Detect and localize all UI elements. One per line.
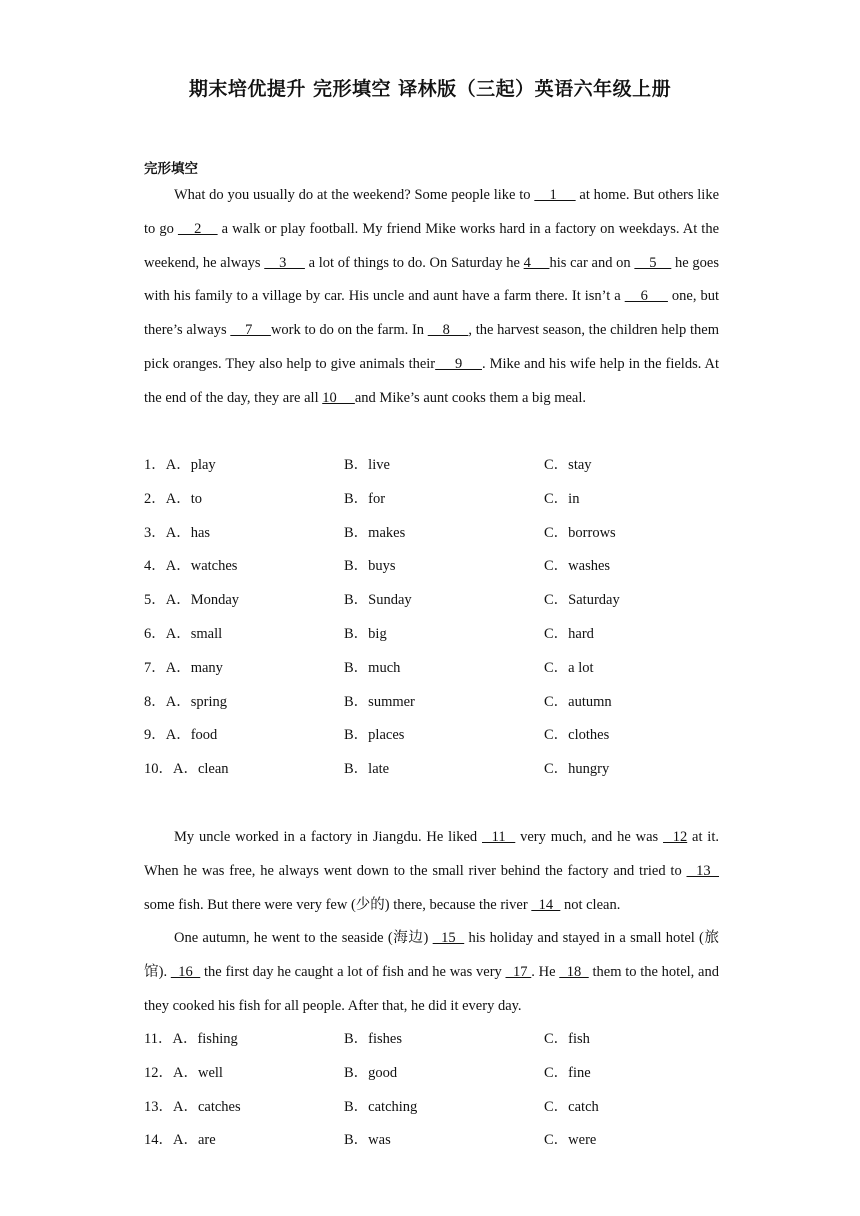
option-b: B．was [344,1132,391,1149]
question-num: 4． [144,558,166,575]
question-num: 5． [144,592,166,609]
blank-5: 5 [634,254,672,271]
passage-text: the first day he caught a lot of fish and he was very [200,963,506,980]
page-title: 期末培优提升 完形填空 译林版（三起）英语六年级上册 [188,78,672,100]
option-a: A．food [165,727,218,744]
question-row [144,1124,744,1158]
question-number [144,618,222,652]
option-b: B．places [344,727,405,744]
option-c: C．fish [544,1031,590,1047]
option-a: A．many [165,659,223,676]
option-c: C．hungry [544,761,610,778]
question-num: 13． [144,1098,173,1115]
question-row [144,483,744,517]
question-row [144,449,744,483]
passage-1 [144,179,719,416]
question-row [144,652,744,686]
passage-text: them to the hotel, and they cooked his fish for all people. After that, he did it every day. [144,963,719,1014]
question-num: 2． [144,490,166,507]
blank-15: 15 [432,930,465,946]
question-row [144,618,744,652]
passage-text: not clean. [560,896,621,913]
question-row [144,584,744,618]
question-num: 3． [144,524,166,541]
passage-text: his holiday and stayed in a small hotel (旅馆). [144,930,720,980]
question-number [144,550,237,584]
passage-text: , the harvest season, the children help them pick oranges. They also help to give animals their [144,322,719,372]
option-a: A．clean [173,761,229,778]
blank-17: 17 [505,963,532,980]
question-num: 14． [144,1132,173,1149]
question-number [144,652,223,686]
question-list-1 [144,449,744,787]
passage-text: at home. But others like to go [144,187,720,237]
question-number [144,449,216,483]
question-number [144,1057,223,1091]
blank-1: 1 [534,187,576,203]
option-c: C．autumn [544,693,612,710]
option-a: A．Monday [165,592,240,609]
passage-text: his car and on [549,254,635,271]
blank-4: 4 [523,254,550,271]
option-a: A．small [165,625,223,642]
question-row [144,686,744,720]
question-number [144,1124,216,1158]
option-c: C．catch [544,1098,599,1115]
passage-text: and Mike’s aunt cooks them a big meal. [354,389,587,406]
question-list-2 [144,1023,744,1158]
passage-text: What do you usually do at the weekend? Some people like to [174,187,535,203]
blank-9: 9 [435,355,482,372]
section-title: 完形填空 [144,161,198,177]
option-c: C．were [544,1132,597,1149]
option-a: A．spring [165,693,227,710]
option-a: A．fishing [172,1031,238,1047]
option-c: C．hard [544,625,594,642]
option-b: B．for [344,490,386,507]
question-row [144,719,744,753]
option-c: C．in [544,490,580,507]
blank-8: 8 [427,322,469,339]
question-num: 11． [144,1031,173,1047]
option-b: B．fishes [344,1031,402,1047]
option-b: B．catching [344,1098,418,1115]
passage-text: . He [531,963,560,980]
question-num: 1． [144,457,166,473]
blank-3: 3 [264,254,305,271]
option-b: B．makes [344,524,406,541]
question-num: 7． [144,659,166,676]
question-num: 12． [144,1064,173,1081]
question-number [144,517,210,551]
option-a: A．has [165,524,211,541]
blank-18: 18 [559,963,589,980]
question-num: 9． [144,727,166,744]
option-c: C．stay [544,457,592,473]
question-row [144,1023,744,1057]
option-a: A．to [165,490,202,507]
option-b: B．much [344,659,401,676]
option-c: C．borrows [544,524,616,541]
passage-text: very much, and he was [515,829,664,845]
passage-text: one, but there’s always [144,288,720,339]
blank-10: 10 [322,389,355,406]
question-row [144,1091,744,1125]
passage-2-paragraph-1 [144,821,719,922]
passage-text: One autumn, he went to the seaside (海边) [174,930,433,946]
passage-text: he goes with his family to a village by car. His uncle and aunt have a farm there. It isn’t a [144,254,720,305]
question-row [144,517,744,551]
option-b: B．Sunday [344,592,412,609]
question-number [144,686,227,720]
blank-11: 11 [482,829,516,845]
option-c: C．Saturday [544,592,620,609]
option-c: C．fine [544,1064,591,1081]
question-row [144,550,744,584]
question-number [144,584,239,618]
question-number [144,1091,241,1125]
question-number [144,1023,238,1057]
question-number [144,753,229,787]
option-b: B．summer [344,693,415,710]
option-a: A．play [165,457,216,473]
blank-14: 14 [531,896,561,913]
option-c: C．washes [544,558,611,575]
question-row [144,1057,744,1091]
blank-6: 6 [624,288,668,305]
option-a: A．catches [173,1098,241,1115]
passage-text: . Mike and his wife help in the fields. At the end of the day, they are all [144,355,719,406]
passage-text: a lot of things to do. On Saturday he [304,254,524,271]
passage-text: work to do on the farm. In [270,322,428,339]
blank-2: 2 [177,220,218,237]
option-a: A．are [173,1132,216,1149]
passage-text: a walk or play football. My friend Mike works hard in a factory on weekdays. At the weekend, he always [144,220,720,271]
option-a: A．watches [165,558,238,575]
option-b: B．big [344,625,387,642]
question-num: 8． [144,693,166,710]
option-b: B．good [344,1064,398,1081]
option-a: A．well [173,1064,223,1081]
blank-12: 12 [663,829,688,845]
question-number [144,719,217,753]
option-b: B．buys [344,558,396,575]
blank-13: 13 [686,862,720,879]
option-c: C．a lot [544,659,594,676]
option-b: B．live [344,457,390,473]
passage-text: My uncle worked in a factory in Jiangdu. He liked [174,829,482,845]
question-num: 10． [144,761,173,778]
blank-16: 16 [170,963,201,980]
passage-text: at it. When he was free, he always went down to the small river behind the factory and tried to [144,829,719,879]
question-row [144,753,744,787]
option-c: C．clothes [544,727,610,744]
question-num: 6． [144,625,166,642]
passage-2-paragraph-2 [144,922,719,1023]
passage-text: some fish. But there were very few (少的) there, because the river [144,896,532,913]
option-b: B．late [344,761,390,778]
blank-7: 7 [230,322,271,339]
question-number [144,483,202,517]
